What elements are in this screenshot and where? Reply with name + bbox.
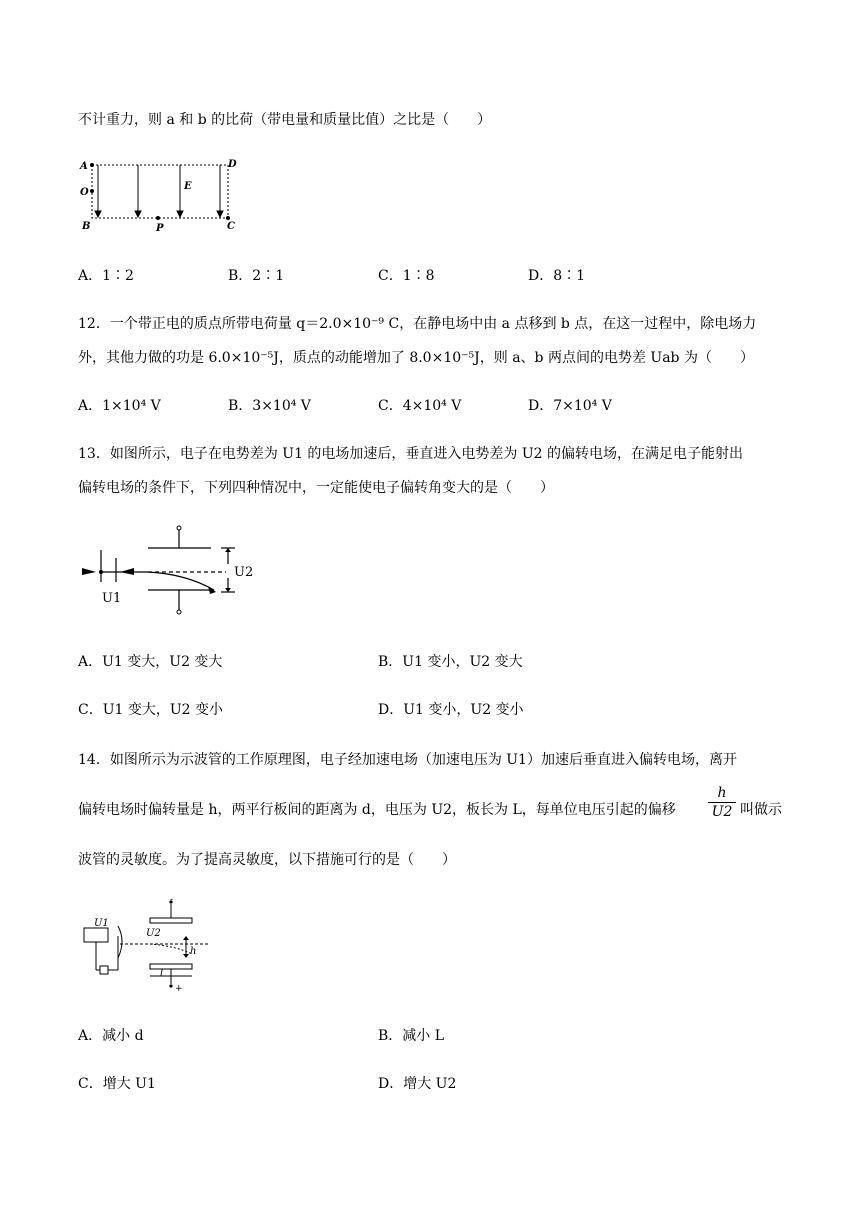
label-l: l xyxy=(160,968,164,979)
label-u1: U1 xyxy=(94,918,109,929)
label-A: A xyxy=(80,161,88,172)
sensitivity-fraction xyxy=(708,784,736,821)
q12-option-d[interactable]: D．7×10⁴ V xyxy=(528,398,612,414)
q12-option-b[interactable]: B．3×10⁴ V xyxy=(228,398,311,414)
q11-option-c[interactable]: C．1∶8 xyxy=(378,268,435,284)
label-minus: - xyxy=(170,896,174,905)
q14-oscilloscope-figure xyxy=(78,896,218,992)
q14-option-c[interactable]: C．增大 U1 xyxy=(78,1076,156,1092)
q14-option-b[interactable]: B．减小 L xyxy=(378,1028,445,1044)
q13-line1: 13．如图所示，电子在电势差为 U1 的电场加速后，垂直进入电势差为 U2 的偏转电场，在满足电子能射出 xyxy=(78,446,744,462)
label-B: B xyxy=(82,221,91,232)
q14-line2a: 偏转电场时偏转量是 h，两平行板间的距离为 d，电压为 U2，板长为 L，每单位电压引起的偏移 xyxy=(78,802,676,818)
label-O: O xyxy=(80,187,89,198)
q11-field-figure xyxy=(70,155,250,235)
fraction-denominator: U2 xyxy=(711,804,733,820)
label-C: C xyxy=(227,221,235,232)
q13-option-d[interactable]: D．U1 变小，U2 变小 xyxy=(378,702,524,718)
q12-option-c[interactable]: C．4×10⁴ V xyxy=(378,398,462,414)
q14-option-d[interactable]: D．增大 U2 xyxy=(378,1076,457,1092)
q11-option-a[interactable]: A．1∶2 xyxy=(78,268,134,284)
label-D: D xyxy=(228,159,237,170)
q12-line1: 12．一个带正电的质点所带电荷量 q＝2.0×10⁻⁹ C，在静电场中由 a 点移到 b 点，在这一过程中，除电场力 xyxy=(78,316,757,332)
q13-deflection-figure xyxy=(76,518,266,622)
q14-line3: 波管的灵敏度。为了提高灵敏度，以下措施可行的是（ ） xyxy=(78,852,456,868)
q11-option-b[interactable]: B．2∶1 xyxy=(228,268,285,284)
q14-option-a[interactable]: A．减小 d xyxy=(78,1028,144,1044)
q13-option-c[interactable]: C．U1 变大，U2 变小 xyxy=(78,702,224,718)
q11-text: 不计重力，则 a 和 b 的比荷（带电量和质量比值）之比是（ ） xyxy=(78,112,492,128)
q14-line1: 14．如图所示为示波管的工作原理图，电子经加速电场（加速电压为 U1）加速后垂直进入偏转电场，离开 xyxy=(78,752,737,768)
label-plus: + xyxy=(175,984,183,992)
q11-option-d[interactable]: D．8∶1 xyxy=(528,268,586,284)
q13-option-b[interactable]: B．U1 变小，U2 变大 xyxy=(378,654,523,670)
q12-line2: 外，其他力做的功是 6.0×10⁻⁵J，质点的动能增加了 8.0×10⁻⁵J，则 a、b 两点间的电势差 Uab 为（ ） xyxy=(78,350,754,366)
q14-line2b: 叫做示 xyxy=(740,802,782,818)
label-u2: U2 xyxy=(234,565,254,580)
q13-line2: 偏转电场的条件下，下列四种情况中，一定能使电子偏转角变大的是（ ） xyxy=(78,480,554,496)
q13-option-a[interactable]: A．U1 变大，U2 变大 xyxy=(78,654,223,670)
fraction-numerator: h xyxy=(717,785,727,801)
label-u2: U2 xyxy=(146,928,161,939)
label-P: P xyxy=(156,223,164,234)
label-u1: U1 xyxy=(102,591,122,606)
label-h: h xyxy=(190,946,197,957)
label-E: E xyxy=(184,181,192,192)
q12-option-a[interactable]: A．1×10⁴ V xyxy=(78,398,161,414)
